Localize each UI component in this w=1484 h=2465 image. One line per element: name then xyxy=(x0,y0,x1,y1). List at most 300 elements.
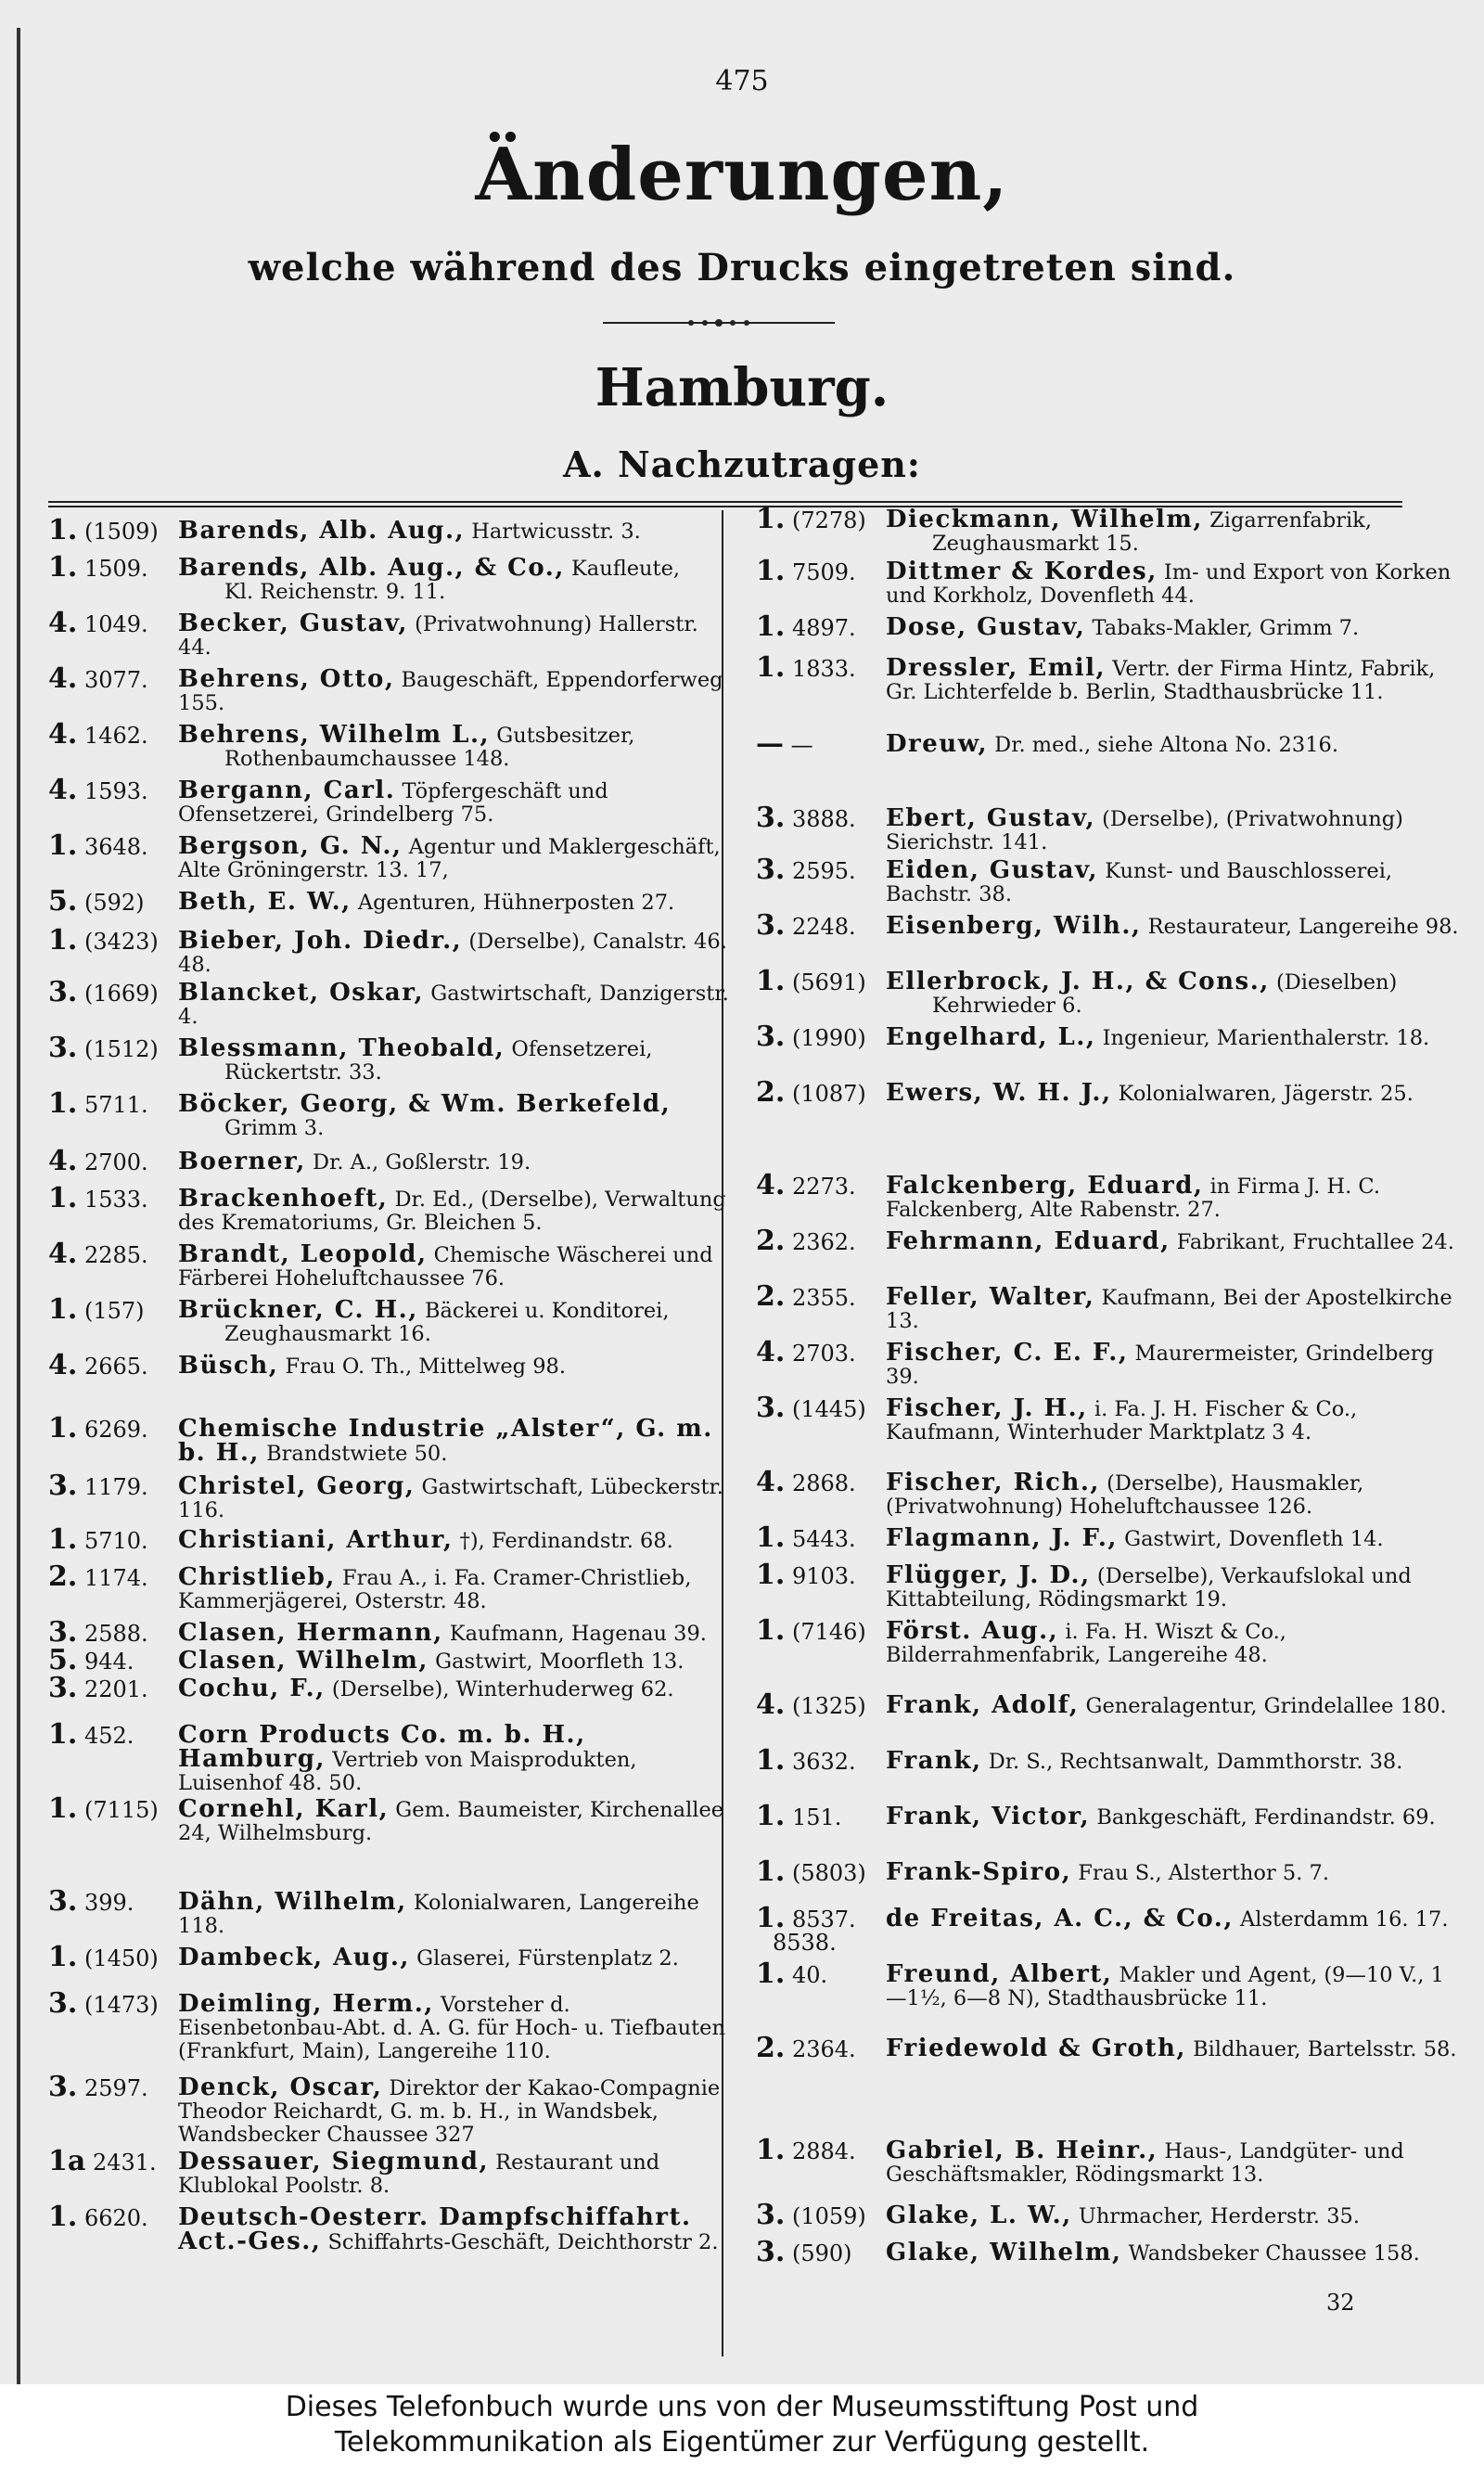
subscriber-details: Vorsteher d. Eisenbetonbau-Abt. d. A. G. für Hoch- u. Tiefbauten (Frankfurt, Main), Langereihe 110. xyxy=(178,1993,725,2063)
directory-entry xyxy=(48,1293,735,1346)
exchange-office: 3. xyxy=(756,802,786,834)
subscriber-details: Ingenieur, Marienthalerstr. 18. xyxy=(1102,1026,1430,1050)
subscriber-details: Gastwirtschaft, Lübeckerstr. 116. xyxy=(178,1475,723,1522)
directory-entry xyxy=(756,1958,1461,2010)
subscriber-details: Wandsbeker Chaussee 158. xyxy=(1128,2241,1420,2266)
phone-number xyxy=(48,976,165,1008)
exchange-office: 4. xyxy=(756,1336,786,1368)
subscriber-number: 2595. xyxy=(785,858,856,884)
phone-number xyxy=(48,1792,165,1825)
entry-text xyxy=(178,1721,735,1795)
entry-text xyxy=(178,832,735,882)
exchange-office: 5. xyxy=(48,885,78,918)
subscriber-details: Kolonialwaren, Langereihe 118. xyxy=(178,1891,699,1938)
directory-entry xyxy=(48,829,735,882)
directory-entry xyxy=(756,2032,1461,2064)
directory-entry xyxy=(756,1855,1461,1888)
subscriber-number: (7146) xyxy=(785,1619,866,1645)
exchange-office: 4. xyxy=(48,1349,78,1381)
exchange-office: 1. xyxy=(756,503,786,535)
entry-text xyxy=(178,1415,735,1467)
phone-number xyxy=(756,1466,873,1498)
exchange-office: 1. xyxy=(756,1800,786,1832)
subscriber-details: Hartwicusstr. 3. xyxy=(471,520,641,544)
phone-number xyxy=(756,2199,873,2231)
subscriber-details: Maurermeister, Grindelberg 39. xyxy=(886,1342,1434,1389)
exchange-office: 1. xyxy=(756,1521,786,1554)
subscriber-number: — xyxy=(784,732,813,758)
phone-number xyxy=(48,1672,165,1704)
exchange-office: 1. xyxy=(756,1559,786,1591)
subscriber-details: †), Ferdinandstr. 68. xyxy=(459,1529,673,1553)
subscriber-number: 2700. xyxy=(77,1149,148,1175)
phone-number xyxy=(48,2145,165,2177)
subscriber-details: Ofensetzerei, xyxy=(511,1037,653,1061)
phone-number xyxy=(48,1560,165,1593)
phone-number xyxy=(756,503,873,535)
directory-entry xyxy=(48,551,735,604)
entry-text xyxy=(886,1617,1461,1667)
directory-entry xyxy=(48,1885,735,1938)
subscriber-details: Zigarrenfabrik, xyxy=(1209,508,1372,533)
subscriber-number: (592) xyxy=(77,890,145,916)
directory-entry xyxy=(48,2201,735,2255)
exchange-office: 3. xyxy=(756,909,786,942)
directory-entry xyxy=(756,1902,1461,1956)
directory-entry xyxy=(48,607,735,660)
directory-entry xyxy=(48,1792,735,1845)
exchange-office: 4. xyxy=(48,1145,78,1177)
subscriber-number: 2362. xyxy=(785,1229,856,1255)
subscriber-number: 2273. xyxy=(785,1174,856,1200)
exchange-office: 2. xyxy=(756,2032,786,2064)
subscriber-name: Freund, Albert, xyxy=(886,1960,1113,1988)
subscriber-details: Bäckerei u. Konditorei, xyxy=(424,1299,670,1323)
subscriber-number: (7115) xyxy=(77,1797,159,1823)
subscriber-number: 1049. xyxy=(77,611,148,637)
subscriber-details: Uhrmacher, Herderstr. 35. xyxy=(1078,2204,1360,2228)
phone-number xyxy=(756,1744,873,1777)
directory-entry xyxy=(756,854,1461,906)
directory-entry xyxy=(48,1718,735,1795)
address-line: Rückertstr. 33. xyxy=(224,1060,382,1085)
entry-text xyxy=(886,1394,1461,1444)
directory-entry xyxy=(48,1087,735,1140)
subscriber-details: Frau A., i. Fa. Cramer-Christlieb, Kammerjägerei, Osterstr. 48. xyxy=(178,1566,692,1613)
exchange-office: 1. xyxy=(48,514,78,546)
exchange-office: 1. xyxy=(48,1718,78,1751)
subscriber-name: Dambeck, Aug., xyxy=(178,1944,410,1971)
exchange-office: 3. xyxy=(48,976,78,1008)
directory-entry xyxy=(756,727,1461,760)
subscriber-details: i. Fa. J. H. Fischer & Co., Kaufmann, Winterhuder Marktplatz 3 4. xyxy=(886,1397,1358,1444)
subscriber-details: (Privatwohnung) Hallerstr. 44. xyxy=(178,612,698,660)
subscriber-details: Restaurant und Klublokal Poolstr. 8. xyxy=(178,2150,660,2198)
footer-line-1: Dieses Telefonbuch wurde uns von der Museumsstiftung Post und xyxy=(285,2391,1199,2423)
subscriber-details: Glaserei, Fürstenplatz 2. xyxy=(416,1946,679,1971)
phone-number xyxy=(48,829,165,862)
subscriber-name: Fehrmann, Eduard, xyxy=(886,1227,1171,1255)
exchange-office: 4. xyxy=(48,774,78,806)
exchange-office: 4. xyxy=(756,1466,786,1498)
subscriber-name: Engelhard, L., xyxy=(886,1023,1096,1051)
subscriber-details: Gastwirtschaft, Danzigerstr. 4. xyxy=(178,982,729,1029)
directory-entry xyxy=(48,1182,735,1235)
entry-text xyxy=(886,856,1461,906)
subscriber-details: Restaurateur, Langereihe 98. xyxy=(1147,915,1459,939)
subscriber-name: de Freitas, A. C., & Co., xyxy=(886,1905,1234,1932)
subscriber-name: Först. Aug., xyxy=(886,1617,1059,1645)
subscriber-number: 5443. xyxy=(785,1526,856,1552)
phone-number xyxy=(48,551,165,584)
phone-number xyxy=(48,1145,165,1177)
exchange-office: 3. xyxy=(756,1021,786,1053)
exchange-office: 1. xyxy=(756,1855,786,1888)
subscriber-name: Gabriel, B. Heinr., xyxy=(886,2137,1158,2164)
subscriber-details: Chemische Wäscherei und Färberei Hoheluftchaussee 76. xyxy=(178,1243,713,1290)
directory-entry xyxy=(756,1280,1461,1333)
subscriber-details: Frau S., Alsterthor 5. 7. xyxy=(1078,1861,1329,1885)
subscriber-details: Kolonialwaren, Jägerstr. 25. xyxy=(1118,1082,1414,1106)
exchange-office: 1. xyxy=(48,1941,78,1973)
phone-number xyxy=(48,1616,165,1649)
subscriber-number: (1669) xyxy=(77,981,159,1007)
subscriber-name: Fischer, C. E. F., xyxy=(886,1339,1129,1367)
subscriber-name: Brandt, Leopold, xyxy=(178,1240,428,1268)
subscriber-details: Dr. med., siehe Altona No. 2316. xyxy=(994,733,1338,757)
directory-entry xyxy=(48,976,735,1029)
phone-number xyxy=(756,1614,873,1647)
entry-text xyxy=(178,1990,735,2063)
phone-number xyxy=(756,965,873,997)
exchange-office: 4. xyxy=(48,662,78,695)
subscriber-name: Böcker, Georg, & Wm. Berkefeld, xyxy=(178,1090,672,1118)
phone-number xyxy=(48,1087,165,1120)
phone-number xyxy=(756,2134,873,2166)
subscriber-number: 2665. xyxy=(77,1354,148,1380)
subscriber-name: Behrens, Otto, xyxy=(178,665,395,693)
phone-number xyxy=(48,1293,165,1326)
subscriber-details: Agentur und Maklergeschäft, Alte Gröningerstr. 13. 17, xyxy=(178,835,721,882)
subscriber-number: 2588. xyxy=(77,1621,148,1647)
subscriber-number: 6269. xyxy=(77,1417,148,1443)
entry-text xyxy=(178,2073,735,2147)
subscriber-name: Falckenberg, Eduard, xyxy=(886,1172,1204,1200)
phone-number xyxy=(756,1902,873,1956)
subscriber-number: 4897. xyxy=(785,615,856,641)
subscriber-details: Im- und Export von Korken und Korkholz, Dovenfleth 44. xyxy=(886,560,1452,608)
subscriber-details: Gutsbesitzer, xyxy=(496,724,635,748)
entry-text xyxy=(178,1795,735,1845)
phone-number xyxy=(48,774,165,806)
subscriber-name: Eiden, Gustav, xyxy=(886,856,1099,884)
phone-number xyxy=(48,718,165,751)
directory-entry xyxy=(48,1616,735,1649)
subscriber-name: Brackenhoeft, xyxy=(178,1185,389,1213)
entry-text xyxy=(178,1677,735,1701)
phone-number xyxy=(48,885,165,918)
exchange-office: 4. xyxy=(48,718,78,751)
address-line: Zeughausmarkt 16. xyxy=(224,1322,431,1346)
exchange-office: 4. xyxy=(756,1688,786,1721)
subscriber-details: Kaufmann, Hagenau 39. xyxy=(449,1622,707,1646)
section-heading: A. Nachzutragen: xyxy=(563,443,921,485)
directory-entry xyxy=(48,1412,735,1467)
subscriber-details: (Derselbe), (Privatwohnung) Sierichstr. 141. xyxy=(886,807,1403,854)
directory-entry xyxy=(48,2145,735,2198)
entry-text xyxy=(886,1960,1461,2010)
subscriber-number: (1445) xyxy=(785,1396,866,1422)
subscriber-number: 9103. xyxy=(785,1563,856,1589)
entry-text xyxy=(178,1240,735,1290)
entry-text xyxy=(178,721,735,771)
entry-text xyxy=(178,665,735,715)
directory-entry xyxy=(48,1560,735,1613)
subscriber-name: Ewers, W. H. J., xyxy=(886,1079,1112,1107)
entry-text xyxy=(886,1907,1461,1932)
directory-entry xyxy=(756,1521,1461,1554)
subscriber-number: 452. xyxy=(77,1723,134,1749)
exchange-office: 1. xyxy=(756,651,786,684)
subscriber-details: Töpfergeschäft und Ofensetzerei, Grindelberg 75. xyxy=(178,779,608,827)
entry-text xyxy=(886,1747,1461,1775)
directory-entry xyxy=(756,2236,1461,2268)
directory-entry xyxy=(756,909,1461,942)
subscriber-details: Brandstwiete 50. xyxy=(266,1442,448,1466)
subscriber-number: 2201. xyxy=(77,1676,148,1702)
subscriber-details: Direktor der Kakao-Compagnie Theodor Reichardt, G. m. b. H., in Wandsbek, Wandsbecker Chaussee 327 xyxy=(178,2076,721,2147)
exchange-office: 1. xyxy=(48,829,78,862)
phone-number xyxy=(756,2032,873,2064)
directory-entry xyxy=(48,1032,735,1085)
subscriber-number: 1833. xyxy=(785,656,856,682)
entry-text xyxy=(178,1647,735,1675)
entry-text xyxy=(178,1090,735,1140)
phone-number xyxy=(756,1800,873,1832)
entry-text xyxy=(178,888,735,916)
exchange-office: 1. xyxy=(756,1614,786,1647)
directory-entry xyxy=(756,555,1461,608)
exchange-office: 1. xyxy=(756,610,786,643)
exchange-office: — xyxy=(756,727,784,760)
subscriber-name: Becker, Gustav, xyxy=(178,610,408,637)
subscriber-name: Bergann, Carl. xyxy=(178,777,396,804)
subscriber-name: Blancket, Oskar, xyxy=(178,979,425,1007)
phone-number xyxy=(48,1941,165,1973)
directory-entry xyxy=(756,802,1461,854)
subscriber-details: Generalagentur, Grindelallee 180. xyxy=(1085,1694,1447,1718)
phone-number xyxy=(756,1169,873,1201)
page-number: 475 xyxy=(715,65,769,97)
directory-entry xyxy=(48,1672,735,1704)
exchange-office: 1. xyxy=(48,1293,78,1326)
exchange-office: 2. xyxy=(756,1280,786,1313)
entry-text xyxy=(178,2203,735,2255)
subscriber-name: Frank-Spiro, xyxy=(886,1858,1072,1886)
entry-text xyxy=(886,508,1461,556)
subscriber-name: Dieckmann, Wilhelm, xyxy=(886,506,1203,533)
exchange-office: 1. xyxy=(756,555,786,587)
address-line: Rothenbaumchaussee 148. xyxy=(224,747,510,771)
entry-text xyxy=(886,1339,1461,1389)
phone-number xyxy=(756,1559,873,1591)
directory-entry xyxy=(48,924,735,977)
directory-entry xyxy=(48,2071,735,2147)
directory-entry xyxy=(756,1021,1461,1053)
exchange-office: 1. xyxy=(756,1902,786,1934)
main-title: Änderungen, xyxy=(475,133,1009,217)
entry-text xyxy=(886,2241,1461,2266)
subscriber-name: Deutsch-Oesterr. Dampfschiffahrt. Act.-Ges., xyxy=(178,2203,692,2255)
phone-number xyxy=(756,909,873,942)
subscriber-name: Büsch, xyxy=(178,1352,279,1380)
subscriber-details: Dr. A., Goßlerstr. 19. xyxy=(313,1150,531,1175)
subscriber-details: (Derselbe), Hausmakler, (Privatwohnung) Hoheluftchaussee 126. xyxy=(886,1471,1364,1519)
subscriber-name: Cochu, F., xyxy=(178,1675,326,1702)
subscriber-number: 151. xyxy=(785,1804,842,1830)
directory-entry xyxy=(48,662,735,715)
directory-entry xyxy=(756,2199,1461,2231)
phone-number xyxy=(756,555,873,587)
directory-entry xyxy=(756,965,1461,1018)
exchange-office: 2. xyxy=(756,1076,786,1109)
directory-entry xyxy=(756,1225,1461,1257)
subscriber-name: Christiani, Arthur, xyxy=(178,1526,454,1554)
entry-text xyxy=(886,613,1461,641)
subscriber-number: 1174. xyxy=(77,1565,148,1591)
corner-number: 32 xyxy=(1326,2290,1355,2316)
subscriber-details: Kaufmann, Bei der Apostelkirche 13. xyxy=(886,1286,1452,1333)
entry-text xyxy=(178,1526,735,1554)
subscriber-details: Dr. Ed., (Derselbe), Verwaltung des Krematoriums, Gr. Bleichen 5. xyxy=(178,1188,726,1235)
directory-entry xyxy=(756,1800,1461,1832)
directory-entry xyxy=(756,1392,1461,1444)
subscriber-number: (5803) xyxy=(785,1860,866,1886)
phone-number xyxy=(48,1412,165,1444)
subscriber-number: 2868. xyxy=(785,1470,856,1496)
subscriber-number: 40. xyxy=(785,1962,828,1988)
directory-entry xyxy=(756,610,1461,643)
phone-number xyxy=(756,1076,873,1109)
subscriber-number: 944. xyxy=(77,1649,134,1675)
entry-text xyxy=(178,1619,735,1647)
exchange-office: 3. xyxy=(48,1470,78,1502)
directory-entry xyxy=(756,1169,1461,1222)
address-line: Grimm 3. xyxy=(224,1116,325,1140)
subscriber-details: Kunst- und Bauschlosserei, Bachstr. 38. xyxy=(886,859,1393,906)
subscriber-details: Gem. Baumeister, Kirchenallee 24, Wilhelmsburg. xyxy=(178,1798,724,1845)
exchange-office: 3. xyxy=(756,2199,786,2231)
exchange-office: 3. xyxy=(48,2071,78,2103)
entry-text xyxy=(886,1561,1461,1611)
subscriber-number: 3888. xyxy=(785,806,856,832)
phone-number xyxy=(756,1225,873,1257)
subscriber-name: Christel, Georg, xyxy=(178,1472,416,1500)
subscriber-name: Clasen, Hermann, xyxy=(178,1619,443,1647)
subscriber-name: Barends, Alb. Aug., & Co., xyxy=(178,554,565,582)
phone-number xyxy=(756,2236,873,2268)
subscriber-number: 2597. xyxy=(77,2075,148,2101)
directory-entry xyxy=(756,2134,1461,2187)
entry-text xyxy=(178,554,735,604)
phone-number xyxy=(756,727,873,760)
subscriber-number: (590) xyxy=(785,2240,852,2266)
phone-number xyxy=(48,1885,165,1918)
phone-number xyxy=(48,662,165,695)
subtitle: welche während des Drucks eingetreten sind. xyxy=(248,246,1236,289)
entry-text xyxy=(886,1023,1461,1051)
subscriber-name: Blessmann, Theobald, xyxy=(178,1034,505,1062)
address-line: Kehrwieder 6. xyxy=(932,994,1082,1018)
exchange-office: 1a xyxy=(48,2145,86,2177)
subscriber-details: Dr. S., Rechtsanwalt, Dammthorstr. 38. xyxy=(988,1750,1403,1774)
subscriber-name: Beth, E. W., xyxy=(178,888,352,916)
subscriber-details: Bankgeschäft, Ferdinandstr. 69. xyxy=(1096,1805,1436,1829)
directory-entry xyxy=(48,1238,735,1290)
subscriber-number: 1593. xyxy=(77,778,148,804)
exchange-office: 1. xyxy=(48,2201,78,2233)
directory-entry xyxy=(756,1744,1461,1777)
subscriber-name: Frank, Adolf, xyxy=(886,1691,1080,1719)
exchange-office: 3. xyxy=(48,1032,78,1064)
subscriber-number: 2884. xyxy=(785,2138,856,2164)
subscriber-name: Ebert, Gustav, xyxy=(886,804,1095,832)
footer-notice xyxy=(0,2384,1484,2465)
exchange-office: 1. xyxy=(756,1744,786,1777)
subscriber-details: Makler und Agent, (9—10 V., 1—1½, 6—8 N), Stadthausbrücke 11. xyxy=(886,1963,1444,2010)
phone-number xyxy=(756,1521,873,1554)
subscriber-number: (1473) xyxy=(77,1992,159,2018)
exchange-office: 1. xyxy=(48,1087,78,1120)
subscriber-number: (1087) xyxy=(785,1081,866,1107)
subscriber-name: Dreuw, xyxy=(886,730,989,758)
phone-number xyxy=(48,514,165,546)
exchange-office: 1. xyxy=(48,1792,78,1825)
subscriber-details: Kaufleute, xyxy=(571,557,681,581)
exchange-office: 1. xyxy=(48,1412,78,1444)
exchange-office: 3. xyxy=(756,1392,786,1424)
entry-text xyxy=(886,654,1461,704)
directory-entry xyxy=(756,1076,1461,1109)
exchange-office: 1. xyxy=(48,551,78,584)
subscriber-details: i. Fa. H. Wiszt & Co., Bilderrahmenfabrik, Langereihe 48. xyxy=(886,1620,1286,1667)
entry-text xyxy=(178,1296,735,1346)
subscriber-name: Fischer, J. H., xyxy=(886,1394,1088,1422)
entry-text xyxy=(178,1034,735,1085)
directory-entry xyxy=(48,514,735,546)
phone-number xyxy=(48,1987,165,2020)
exchange-office: 3. xyxy=(48,1987,78,2020)
exchange-office: 3. xyxy=(48,1616,78,1649)
subscriber-number: 2703. xyxy=(785,1341,856,1367)
exchange-office: 1. xyxy=(48,1523,78,1556)
directory-entry xyxy=(48,1349,735,1381)
subscriber-number: 3632. xyxy=(785,1749,856,1775)
directory-entry xyxy=(756,1559,1461,1611)
subscriber-details: Gastwirt, Dovenfleth 14. xyxy=(1124,1527,1384,1551)
entry-text xyxy=(886,1691,1461,1719)
subscriber-number: 7509. xyxy=(785,559,856,585)
subscriber-name: Behrens, Wilhelm L., xyxy=(178,721,491,749)
subscriber-number: (1450) xyxy=(77,1945,159,1971)
exchange-office: 4. xyxy=(756,1169,786,1201)
phone-number xyxy=(756,1336,873,1368)
directory-entry xyxy=(48,774,735,827)
subscriber-number: 5710. xyxy=(77,1528,148,1554)
exchange-office: 1. xyxy=(756,1958,786,1990)
subscriber-number: 3648. xyxy=(77,834,148,860)
directory-entry xyxy=(756,1336,1461,1389)
